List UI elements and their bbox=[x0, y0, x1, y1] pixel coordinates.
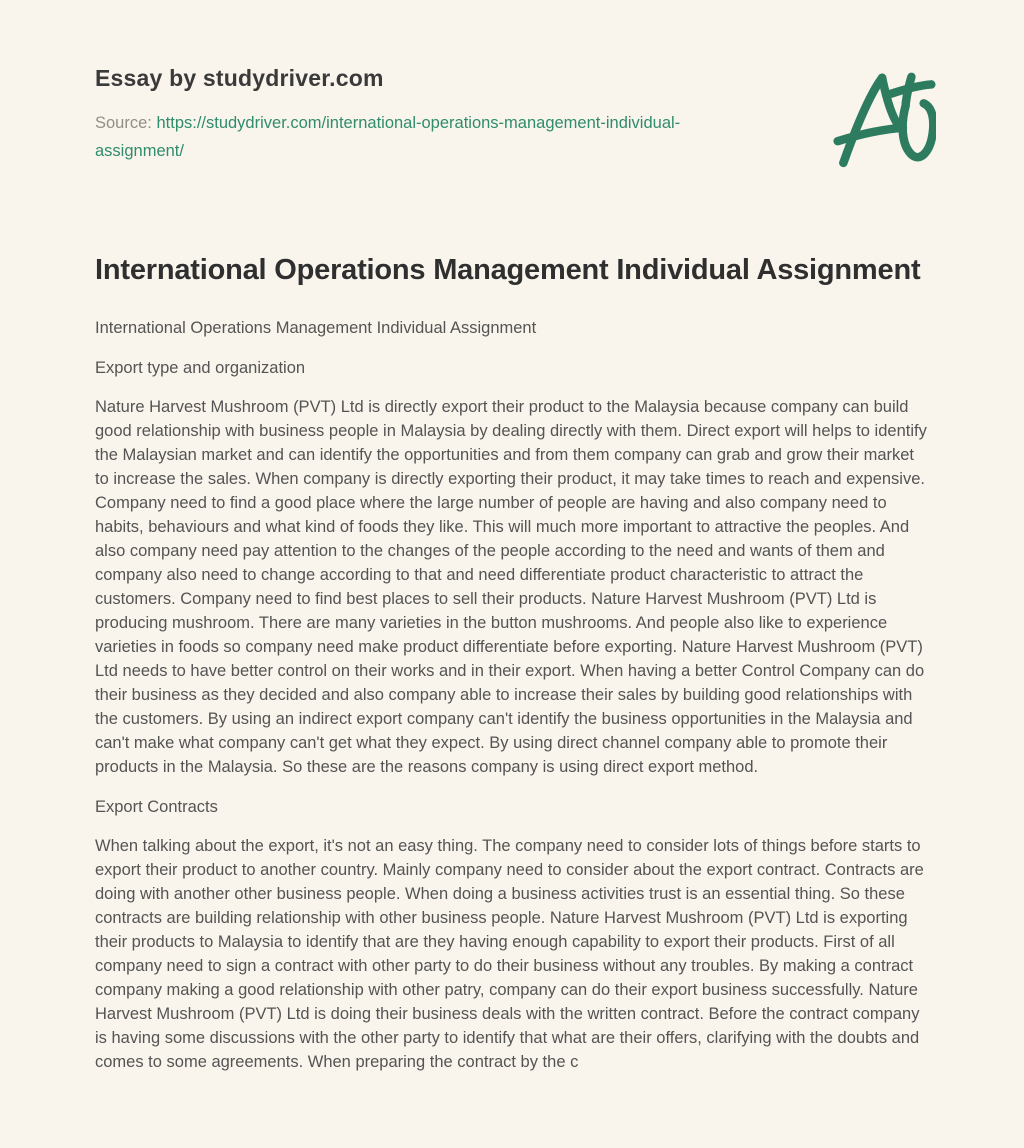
section-heading-export-type: Export type and organization bbox=[95, 359, 306, 377]
section-body-export-contracts: When talking about the export, it's not an easy thing. The company need to consider lots of things before starts to export their product to another country. Mainly company need to consider about the export contract. Contracts are doing with another other business people. When doing a business activities trust is an essential thing. So these contracts are building relationship with other business people. Nature Harvest Mushroom (PVT) Ltd is exporting their products to Malaysia to identify that are they having enough capability to export their products. First of all company need to sign a contract with other party to do their business without any troubles. By making a contract company making a good relationship with other patry, company can do their export business successfully. Nature Harvest Mushroom (PVT) Ltd is doing their business deals with the written contract. Before the contract company is having some discussions with the other party to identify that what are their offers, clarifying with the doubts and comes to some agreements. When preparing the contract by the c bbox=[95, 837, 924, 1071]
section-heading-export-contracts: Export Contracts bbox=[95, 798, 218, 816]
essay-article bbox=[95, 251, 928, 1074]
source-line bbox=[95, 109, 740, 165]
a-plus-logo-icon bbox=[832, 68, 936, 168]
document-header bbox=[95, 62, 928, 165]
essay-subtitle: International Operations Management Individual Assignment bbox=[95, 319, 537, 337]
section-export-contracts bbox=[95, 795, 928, 1074]
header-title: Essay by studydriver.com bbox=[95, 65, 384, 91]
source-label: Source: bbox=[95, 114, 152, 132]
source-link[interactable]: https://studydriver.com/international-operations-management-individual-assignment/ bbox=[95, 114, 681, 160]
essay-title: International Operations Management Individual Assignment bbox=[95, 254, 921, 286]
section-export-type bbox=[95, 356, 928, 779]
section-body-export-type: Nature Harvest Mushroom (PVT) Ltd is directly export their product to the Malaysia because company can build good relationship with business people in Malaysia by dealing directly with them. Direct export will helps to identify the Malaysian market and can identify the opportunities and from them company can grab and grow their market to increase the sales. When company is directly exporting their product, it may take times to reach and expensive. Company need to find a good place where the large number of people are having and also company need to habits, behaviours and what kind of foods they like. This will much more important to attractive the peoples. And also company need pay attention to the changes of the people according to the need and wants of them and company also need to change according to that and need differentiate product characteristic to attract the customers. Company need to find best places to sell their products. Nature Harvest Mushroom (PVT) Ltd is producing mushroom. There are many varieties in the button mushrooms. And people also like to experience varieties in foods so company need make product differentiate before exporting. Nature Harvest Mushroom (PVT) Ltd needs to have better control on their works and in their export. When having a better Control Company can do their business as they decided and also company able to increase their sales by building good relationships with the customers. By using an indirect export company can't identify the business opportunities in the Malaysia and can't make what company can't get what they expect. By using direct channel company able to promote their products in the Malaysia. So these are the reasons company is using direct export method. bbox=[95, 398, 927, 776]
